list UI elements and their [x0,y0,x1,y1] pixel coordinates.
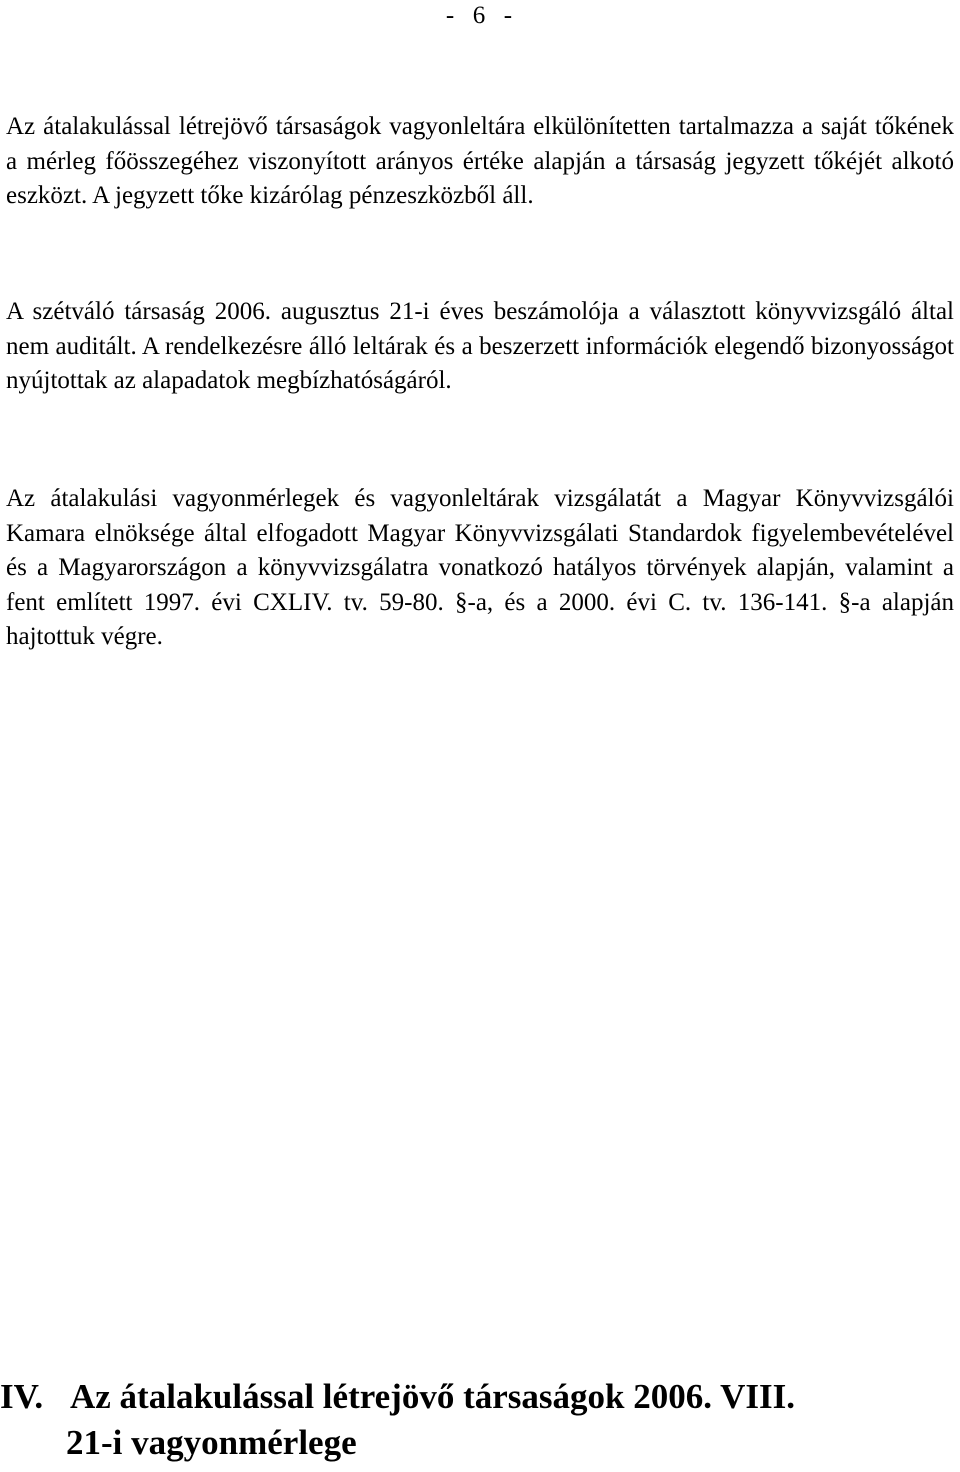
paragraph-audit-status: A szétváló társaság 2006. augusztus 21-i éves beszámolója a választott könyvvizsgáló által nem auditált. A rendelkezésre álló leltárak és a beszerzett információk elegendő bizonyosságot nyújtottak az alapadatok megbízhatóságáról. [6,298,954,394]
section-title-part-1: Az átalakulással létrejövő társaságok 2006. VIII. [70,1377,795,1416]
paragraph-asset-inventory: Az átalakulással létrejövő társaságok vagyonleltára elkülönítetten tartalmazza a saját tőkének a mérleg főösszegéhez viszonyított arányos értéke alapján a társaság jegyzett tőkéjét alkotó eszközt. A jegyzett tőke kizárólag pénzeszközből áll. [6,113,954,209]
paragraph-audit-standards: Az átalakulási vagyonmérlegek és vagyonleltárak vizsgálatát a Magyar Könyvvizsgálói Kamara elnöksége által elfogadott Magyar Könyvvizsgálati Standardok figyelembevételével és a Magyarországon a könyvvizsgálatra vonatkozó hatályos törvények alapján, valamint a fent említett 1997. évi CXLIV. tv. 59-80. §-a, és a 2000. évi C. tv. 136-141. §-a alapján hajtottuk végre. [6,485,954,650]
page-number: - 6 - [445,2,515,29]
section-title-part-2: 21-i vagyonmérlege [66,1423,357,1462]
section-heading-line-1 [0,1374,960,1420]
section-heading [0,1374,960,1466]
section-number: IV. [0,1377,44,1416]
